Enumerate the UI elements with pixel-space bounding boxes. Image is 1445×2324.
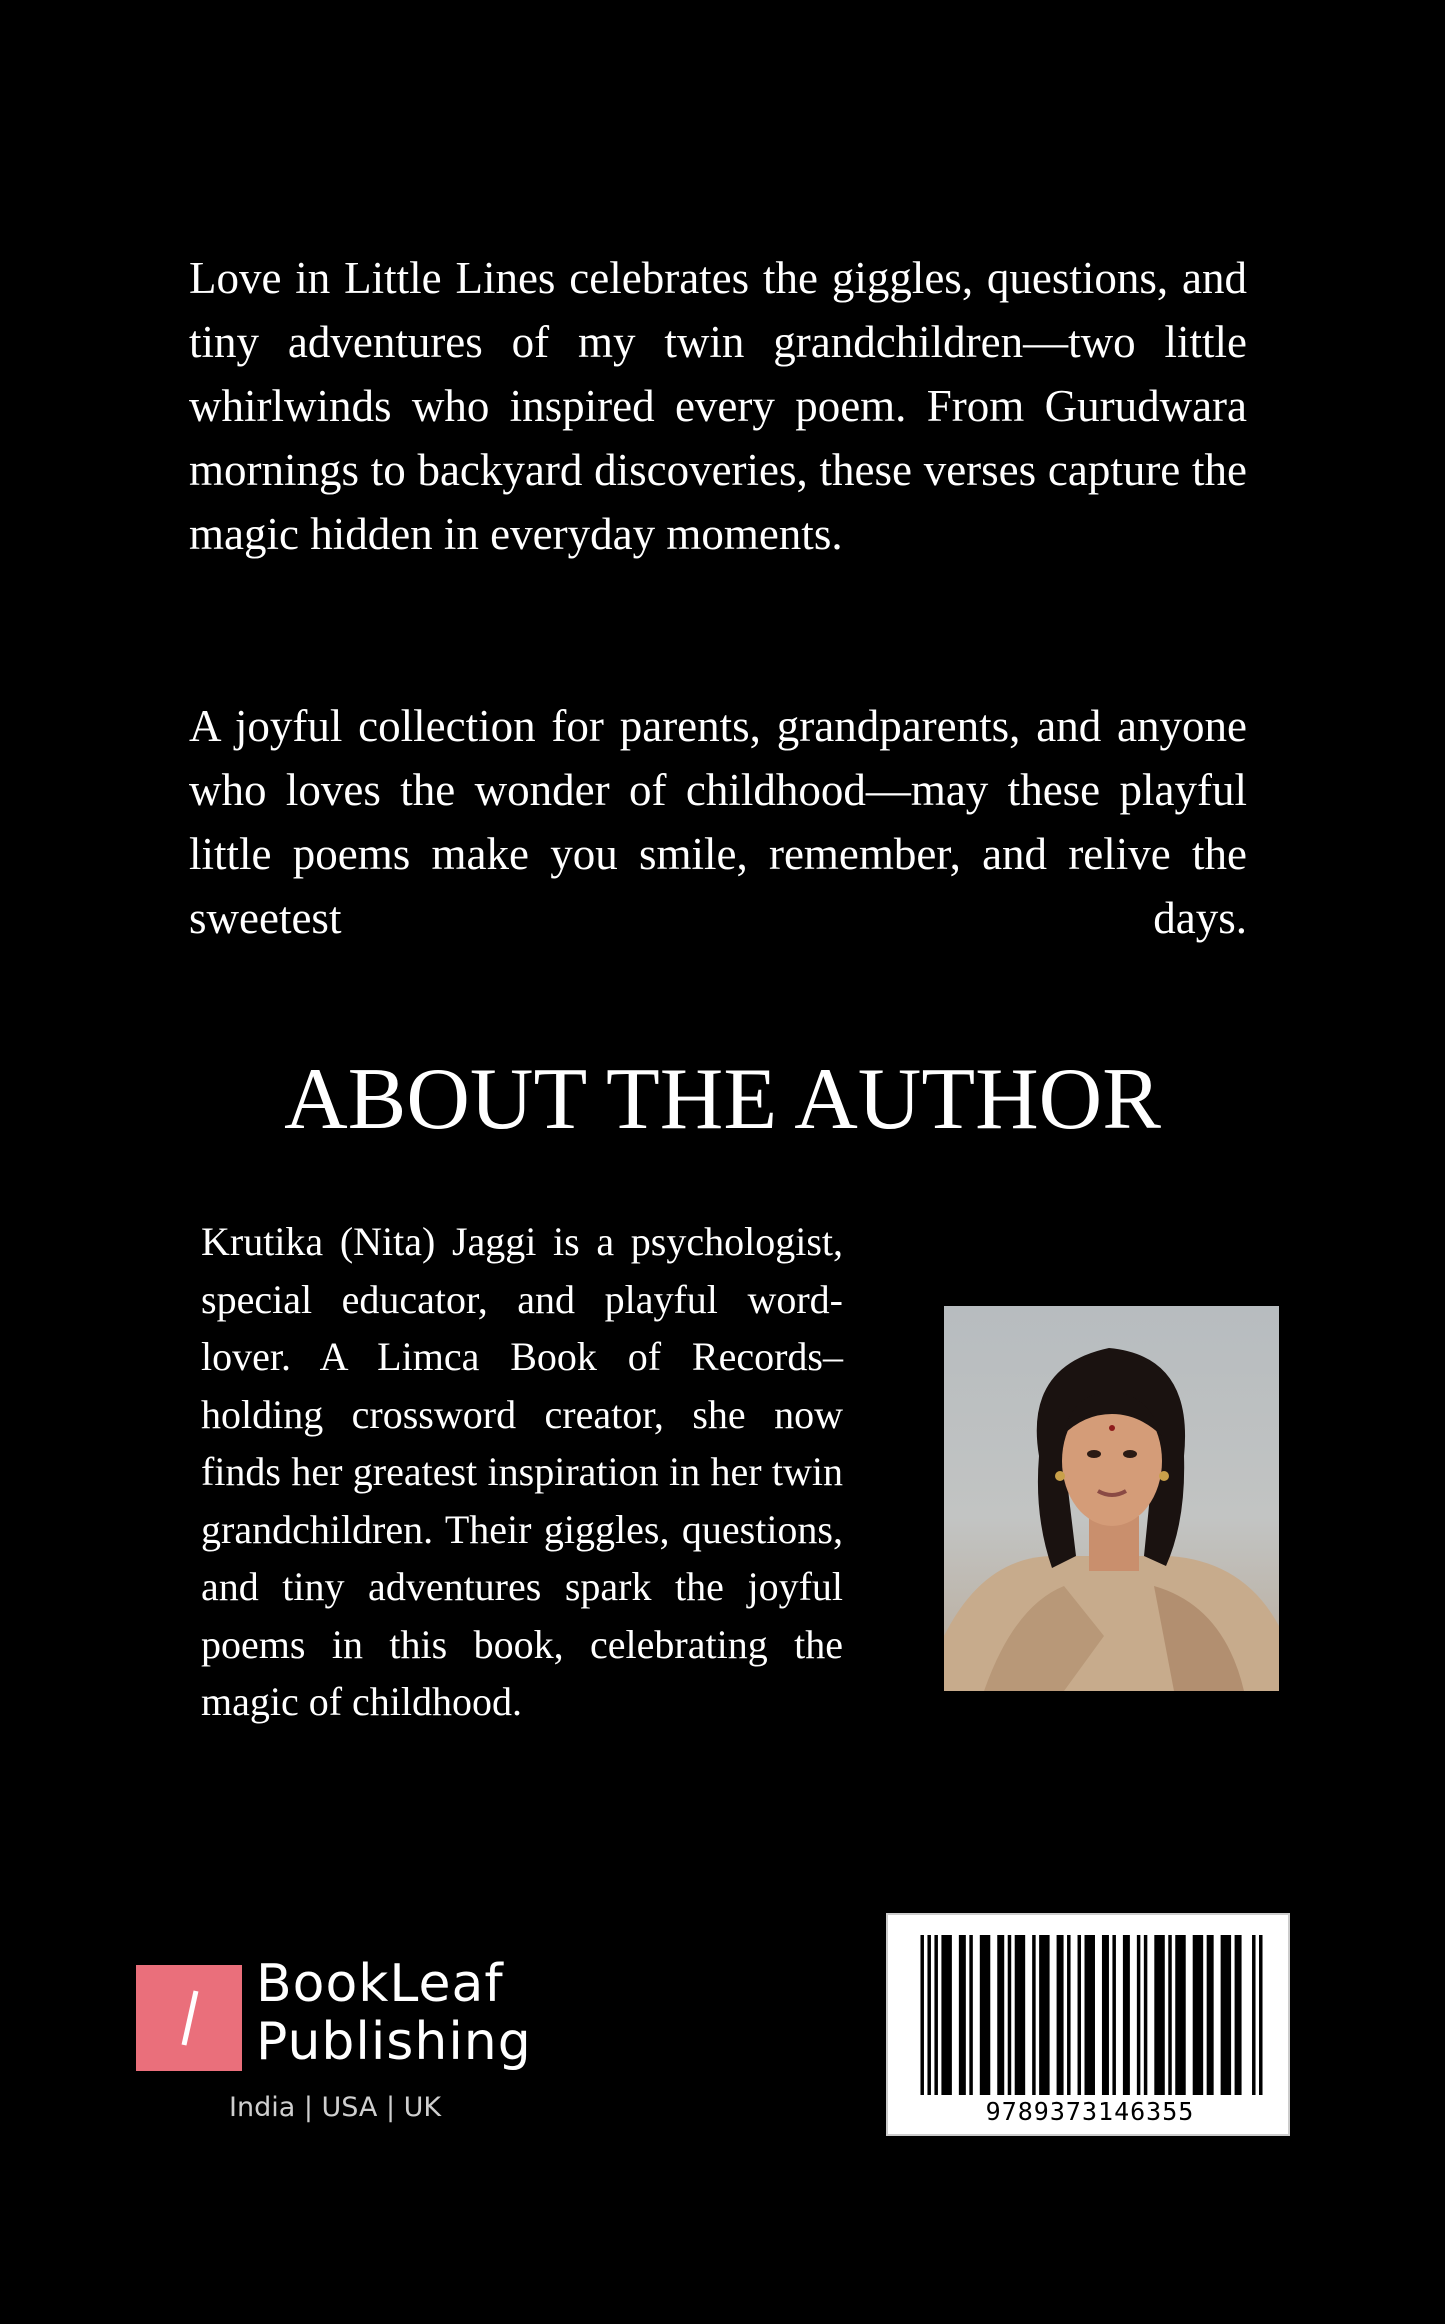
barcode-bar	[969, 1935, 972, 2095]
barcode-bar	[927, 1935, 930, 2095]
barcode-bar	[959, 1935, 966, 2095]
barcode-bar	[941, 1935, 951, 2095]
barcode-bar	[980, 1935, 990, 2095]
barcode-bar	[1085, 1935, 1095, 2095]
author-portrait-image	[944, 1306, 1279, 1691]
isbn-number: 9789373146355	[985, 2097, 1195, 2126]
barcode-bar	[1032, 1935, 1035, 2095]
barcode-bar	[920, 1935, 923, 2095]
barcode-bar	[997, 1935, 1004, 2095]
blurb-paragraph-2: A joyful collection for parents, grandparents, and anyone who loves the wonder of childhood—may these playful little poems make you smile, remember, and relive the sweetest days.	[189, 701, 1247, 943]
isbn-barcode	[886, 1913, 1290, 2136]
barcode-bar	[1252, 1935, 1255, 2095]
barcode-bar	[1123, 1935, 1130, 2095]
blurb-paragraph-1: Love in Little Lines celebrates the giggles, questions, and tiny adventures of my twin grandchildren—two little whirlwinds who inspired every poem. From Gurudwara mornings to backyard discoveries, these verses capture the magic hidden in everyday moments.	[189, 253, 1247, 559]
barcode-bar	[1193, 1935, 1203, 2095]
publisher-name-line-1: BookLeaf	[256, 1954, 504, 2014]
barcode-bar	[1154, 1935, 1164, 2095]
barcode-bar	[1067, 1935, 1070, 2095]
barcode-bar	[1112, 1935, 1115, 2095]
barcode-bar	[1015, 1935, 1025, 2095]
publisher-regions: India | USA | UK	[229, 2092, 442, 2123]
barcode-bar	[1207, 1935, 1214, 2095]
barcode-bar	[1175, 1935, 1185, 2095]
barcode-bar	[1078, 1935, 1081, 2095]
author-photo	[944, 1306, 1279, 1691]
barcode-bar	[1008, 1935, 1011, 2095]
barcode-bar	[1102, 1935, 1109, 2095]
publisher-name-line-2: Publishing	[256, 2012, 532, 2072]
barcode-bar	[1137, 1935, 1140, 2095]
barcode-bar	[1168, 1935, 1171, 2095]
about-author-heading: ABOUT THE AUTHOR	[284, 1051, 1161, 1148]
barcode-bar	[1039, 1935, 1049, 2095]
barcode-bar	[1259, 1935, 1262, 2095]
barcode-bar	[1235, 1935, 1242, 2095]
author-bio: Krutika (Nita) Jaggi is a psychologist, special educator, and playful word-lover. A Limca Book of Records–holding crossword creator, she now finds her greatest inspiration in her twin grandchildren. Their giggles, questions, and tiny adventures spark the joyful poems in this book, celebrating the magic of childhood.	[201, 1219, 843, 1724]
bookleaf-logo-icon	[136, 1965, 242, 2071]
barcode-bar	[1057, 1935, 1064, 2095]
barcode-bar	[934, 1935, 937, 2095]
publisher-name	[256, 1955, 532, 2071]
barcode-bars	[910, 1935, 1266, 2095]
barcode-bar	[1144, 1935, 1147, 2095]
barcode-bar	[1221, 1935, 1231, 2095]
